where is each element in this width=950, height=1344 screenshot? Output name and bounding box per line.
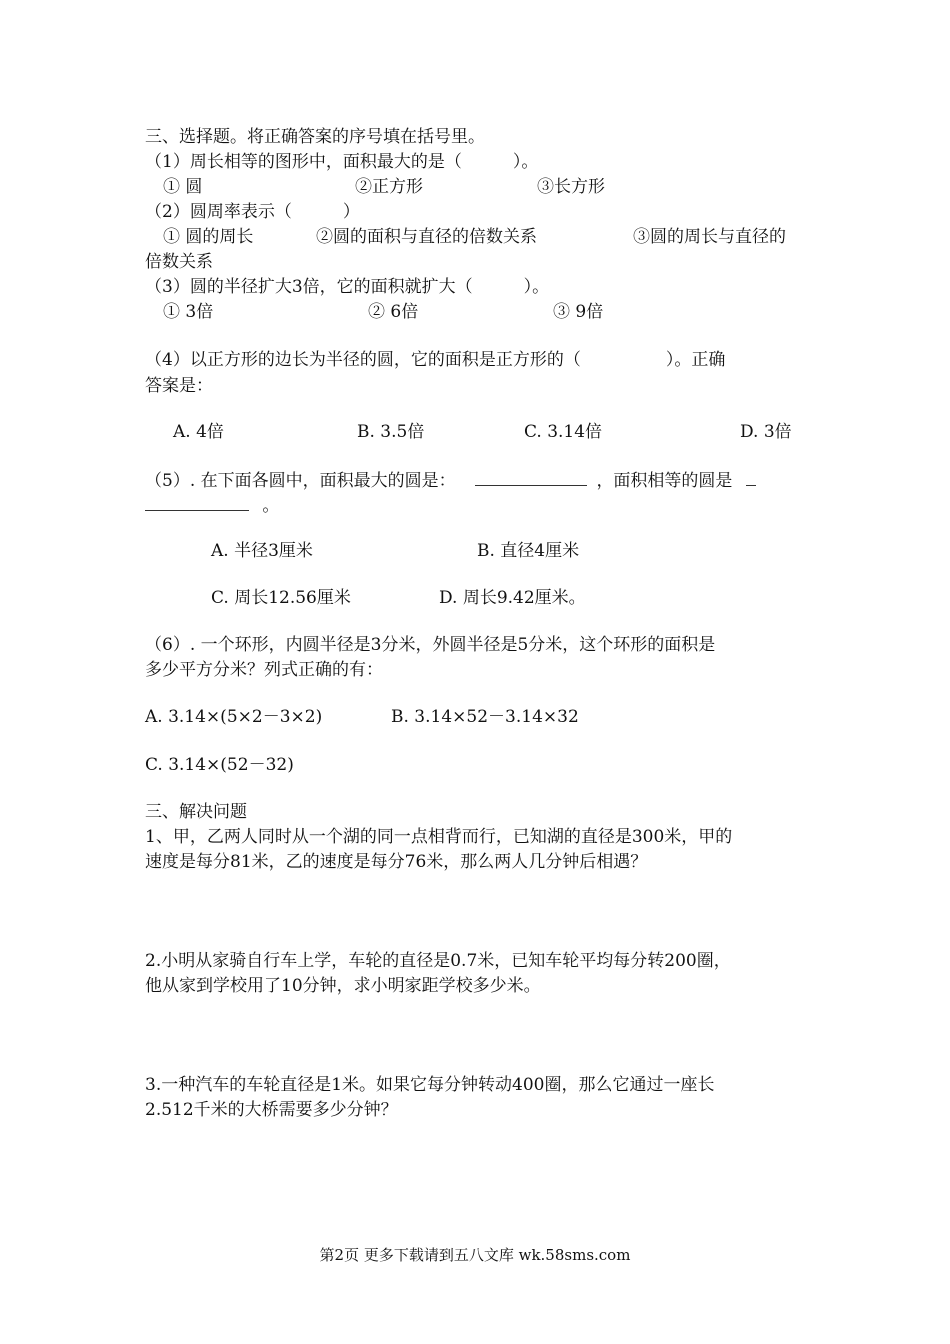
q4-stem: （4）以正方形的边长为半径的圆，它的面积是正方形的（ ）。正确 xyxy=(145,350,726,370)
q1-stem: （1）周长相等的图形中，面积最大的是（ ）。 xyxy=(145,152,539,172)
q5-stem xyxy=(145,469,756,492)
q5-stem-part-b: ，面积相等的圆是 xyxy=(596,471,733,491)
section-solve-title: 三、解决问题 xyxy=(145,802,247,822)
problem-1-line-1: 1、甲，乙两人同时从一个湖的同一点相背而行，已知湖的直径是300米，甲的 xyxy=(145,827,733,847)
q2-option-3: ③圆的周长与直径的 xyxy=(633,227,786,247)
q4-option-c: C. 3.14倍 xyxy=(524,422,603,442)
q1-option-1: ① 圆 xyxy=(163,177,203,197)
q5-option-d: D. 周长9.42厘米。 xyxy=(439,588,586,608)
problem-3-line-2: 2.512千米的大桥需要多少分钟？ xyxy=(145,1100,398,1120)
q4-stem-cont: 答案是： xyxy=(145,376,213,396)
q3-stem: （3）圆的半径扩大3倍，它的面积就扩大（ ）。 xyxy=(145,277,550,297)
q5-stem-cont xyxy=(145,494,279,517)
q5-blank-1[interactable] xyxy=(475,469,587,486)
q2-stem: （2）圆周率表示（ ） xyxy=(145,202,360,222)
q3-option-1: ① 3倍 xyxy=(163,302,214,322)
q5-option-c: C. 周长12.56厘米 xyxy=(211,588,351,608)
q5-option-a: A. 半径3厘米 xyxy=(211,541,313,561)
problem-3-line-1: 3.一种汽车的车轮直径是1米。如果它每分钟转动400圈，那么它通过一座长 xyxy=(145,1075,715,1095)
q3-option-2: ② 6倍 xyxy=(368,302,419,322)
problem-2-line-2: 他从家到学校用了10分钟，求小明家距学校多少米。 xyxy=(145,976,541,996)
q1-option-2: ②正方形 xyxy=(355,177,423,197)
problem-1-line-2: 速度是每分81米，乙的速度是每分76米，那么两人几分钟后相遇？ xyxy=(145,852,648,872)
q2-option-2: ②圆的面积与直径的倍数关系 xyxy=(316,227,537,247)
q5-blank-2-start[interactable] xyxy=(746,469,756,486)
problem-2-line-1: 2.小明从家骑自行车上学，车轮的直径是0.7米，已知车轮平均每分转200圈， xyxy=(145,951,731,971)
q5-option-b: B. 直径4厘米 xyxy=(477,541,580,561)
page-footer: 第2页 更多下载请到五八文库 wk.58sms.com xyxy=(319,1246,631,1264)
q6-option-c: C. 3.14×(52－32) xyxy=(145,755,294,775)
q2-option-1: ① 圆的周长 xyxy=(163,227,254,247)
q6-option-b: B. 3.14×52－3.14×32 xyxy=(391,707,579,727)
q3-option-3: ③ 9倍 xyxy=(553,302,604,322)
q4-option-b: B. 3.5倍 xyxy=(357,422,425,442)
q4-option-a: A. 4倍 xyxy=(173,422,224,442)
q6-option-a: A. 3.14×(5×2－3×2) xyxy=(145,707,323,727)
q6-stem: （6）. 一个环形，内圆半径是3分米，外圆半径是5分米，这个环形的面积是 xyxy=(145,635,716,655)
q5-stem-end: 。 xyxy=(262,496,280,516)
q6-stem-cont: 多少平方分米？列式正确的有： xyxy=(145,660,383,680)
q2-option-3-cont: 倍数关系 xyxy=(145,252,213,272)
q4-option-d: D. 3倍 xyxy=(740,422,792,442)
q1-option-3: ③长方形 xyxy=(537,177,605,197)
q5-blank-2-cont[interactable] xyxy=(145,494,249,511)
section-choice-title: 三、选择题。将正确答案的序号填在括号里。 xyxy=(145,127,485,147)
q5-stem-part-a: （5）. 在下面各圆中，面积最大的圆是： xyxy=(145,471,456,491)
